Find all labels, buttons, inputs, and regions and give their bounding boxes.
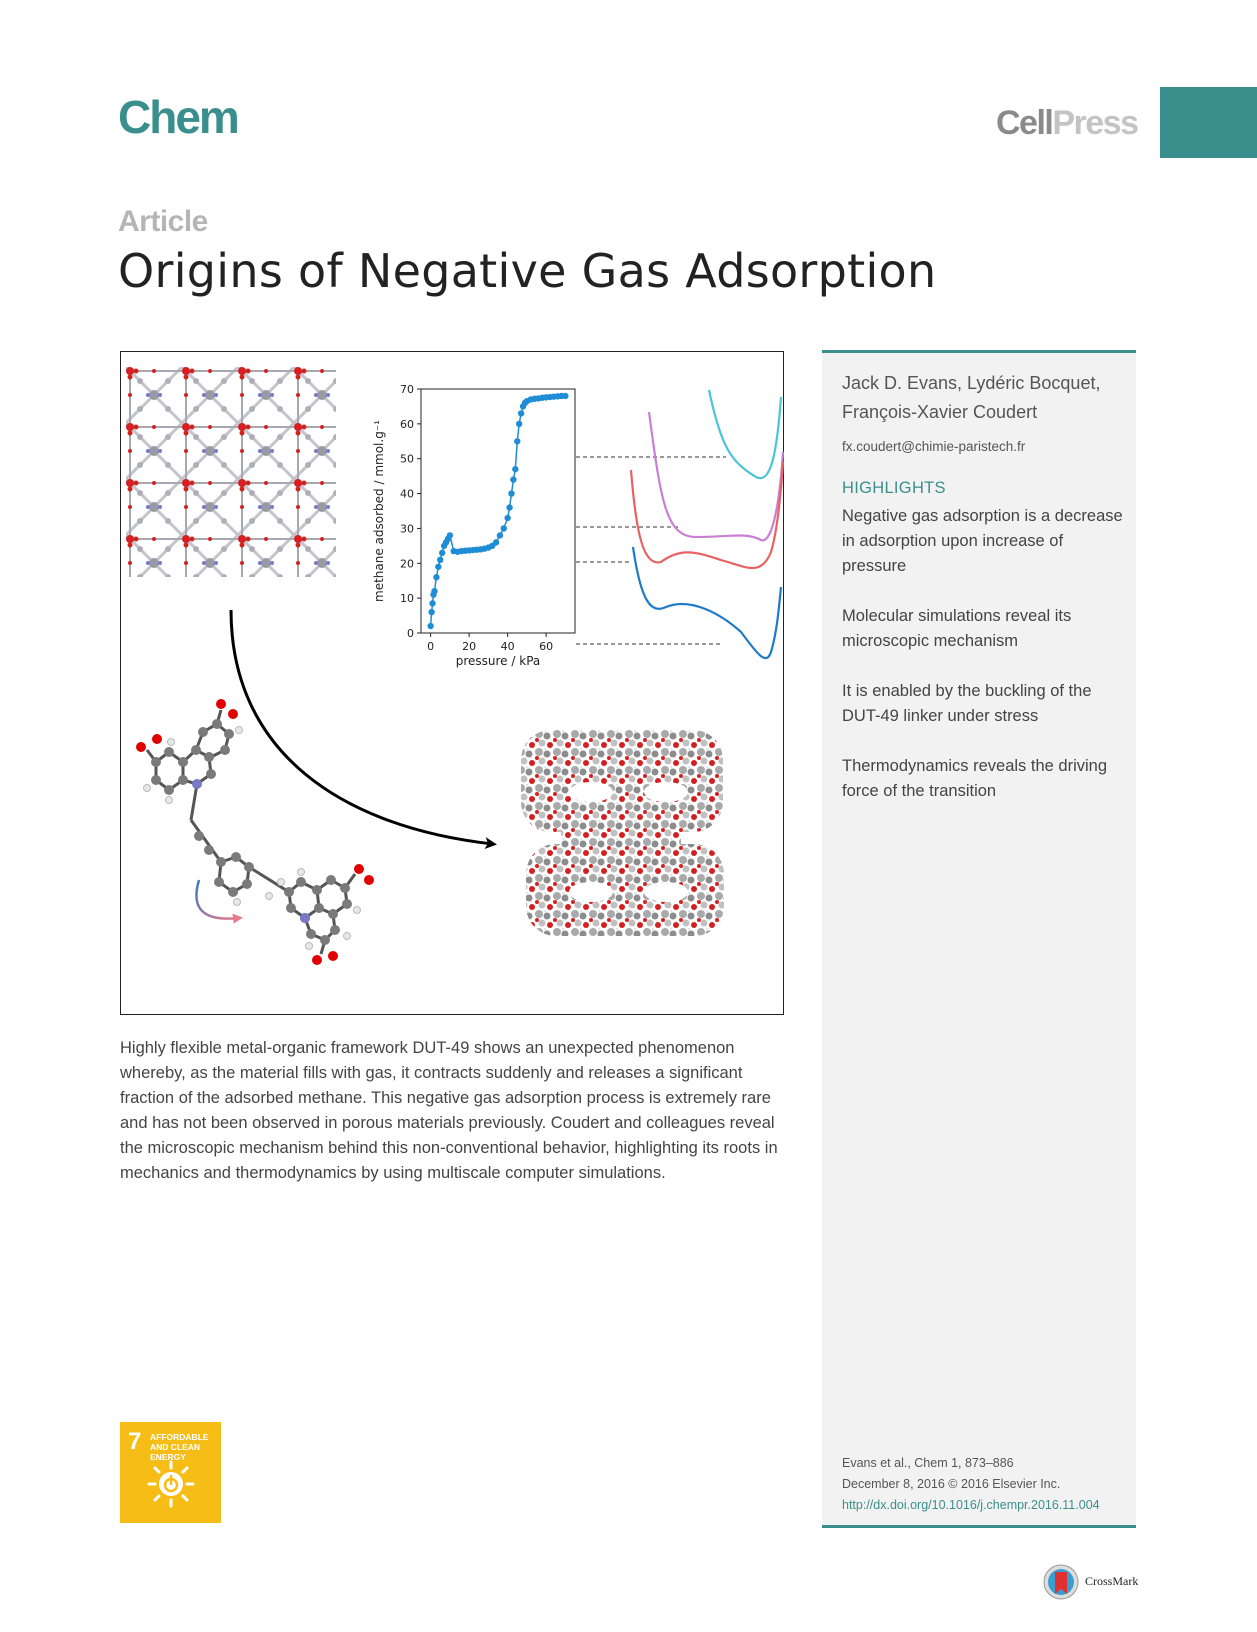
- sdg-badge: [120, 1422, 221, 1523]
- citation-reference: Evans et al., Chem 1, 873–886: [842, 1456, 1014, 1470]
- data-point: [512, 466, 518, 472]
- transition-arrow: [231, 610, 493, 844]
- data-point: [504, 515, 510, 521]
- data-point: [429, 600, 435, 606]
- contracted-framework-image: [521, 730, 724, 936]
- sdg-number: 7: [128, 1428, 142, 1455]
- article-type: Article: [118, 205, 208, 238]
- crossmark-label: CrossMark: [1085, 1574, 1139, 1588]
- publisher-logo-part2: Press: [1052, 104, 1138, 142]
- crossmark-icon: [1043, 1564, 1079, 1600]
- y-tick-label: 70: [400, 383, 414, 396]
- mof-lattice-image: [126, 367, 336, 577]
- highlight-item: Negative gas adsorption is a decrease in adsorption upon increase of pressure: [842, 507, 1123, 575]
- data-point: [562, 393, 568, 399]
- x-tick-label: 40: [500, 640, 515, 653]
- data-point: [431, 588, 437, 594]
- corresponding-email[interactable]: fx.coudert@chimie-paristech.fr: [842, 439, 1026, 454]
- data-point: [510, 476, 516, 482]
- data-point: [518, 410, 524, 416]
- corner-tab: [1160, 87, 1257, 158]
- data-point: [506, 504, 512, 510]
- y-tick-label: 50: [400, 452, 414, 466]
- data-point: [514, 438, 520, 444]
- abstract-text: Highly flexible metal-organic framework DUT-49 shows an unexpected phenomenon whereby, as the material fills with gas, it contracts suddenly and releases a significant fraction of the adsorbed methane. This negative gas adsorption process is extremely rare and has not been observed in porous materials previously. Coudert and colleagues reveal the microscopic mechanism behind this non-conventional behavior, highlighting its roots in mechanics and thermodynamics by using multiscale computer simulations.: [120, 1039, 778, 1182]
- energy-profiles: [576, 390, 783, 658]
- graphical-abstract: [120, 351, 784, 1015]
- data-point: [501, 525, 507, 531]
- data-point: [427, 623, 433, 629]
- data-point: [508, 490, 514, 496]
- author-list: Jack D. Evans, Lydéric Bocquet, François-Xavier Coudert: [842, 373, 1101, 422]
- data-point: [493, 539, 499, 545]
- data-point: [439, 550, 445, 556]
- x-axis-label: pressure / kPa: [455, 654, 541, 668]
- highlights-list: [842, 504, 1130, 829]
- crossmark-badge[interactable]: [1043, 1564, 1139, 1600]
- highlight-item: Thermodynamics reveals the driving force of the transition: [842, 757, 1108, 800]
- chart-plot-area: [421, 389, 575, 633]
- highlights-heading: HIGHLIGHTS: [842, 479, 946, 497]
- x-tick-label: 60: [539, 640, 554, 653]
- y-tick-label: 60: [400, 417, 414, 431]
- journal-logo: Chem: [118, 91, 238, 143]
- y-tick-label: 30: [400, 522, 414, 536]
- x-tick-label: 0: [427, 640, 435, 653]
- data-point: [433, 574, 439, 580]
- y-axis-label: methane adsorbed / mmol.g⁻¹: [372, 420, 386, 602]
- highlight-item: It is enabled by the buckling of the DUT-49 linker under stress: [842, 682, 1092, 725]
- x-tick-label: 20: [462, 640, 477, 653]
- citation-block: [842, 1453, 1100, 1516]
- y-tick-label: 0: [407, 627, 414, 640]
- y-tick-label: 20: [400, 557, 414, 571]
- y-tick-label: 10: [400, 592, 414, 606]
- highlight-item: Molecular simulations reveal its microscopic mechanism: [842, 607, 1072, 650]
- publisher-logo-part1: Cell: [996, 104, 1053, 142]
- data-point: [435, 564, 441, 570]
- sidebar: [822, 350, 1136, 1528]
- sun-power-icon: [147, 1460, 195, 1508]
- data-point: [428, 609, 434, 615]
- doi-link[interactable]: http://dx.doi.org/10.1016/j.chempr.2016.11.004: [842, 1498, 1100, 1512]
- data-point: [497, 532, 503, 538]
- sdg-label: AFFORDABLE AND CLEAN ENERGY: [150, 1432, 209, 1462]
- y-tick-label: 40: [400, 487, 414, 501]
- data-point: [437, 557, 443, 563]
- article-title: Origins of Negative Gas Adsorption: [118, 244, 937, 298]
- data-point: [516, 421, 522, 427]
- graphical-abstract-figure: [121, 352, 785, 1016]
- data-point: [447, 532, 453, 538]
- publisher-logo: [996, 106, 1138, 140]
- linker-molecule-image: [136, 699, 374, 965]
- citation-date: December 8, 2016 © 2016 Elsevier Inc.: [842, 1477, 1061, 1491]
